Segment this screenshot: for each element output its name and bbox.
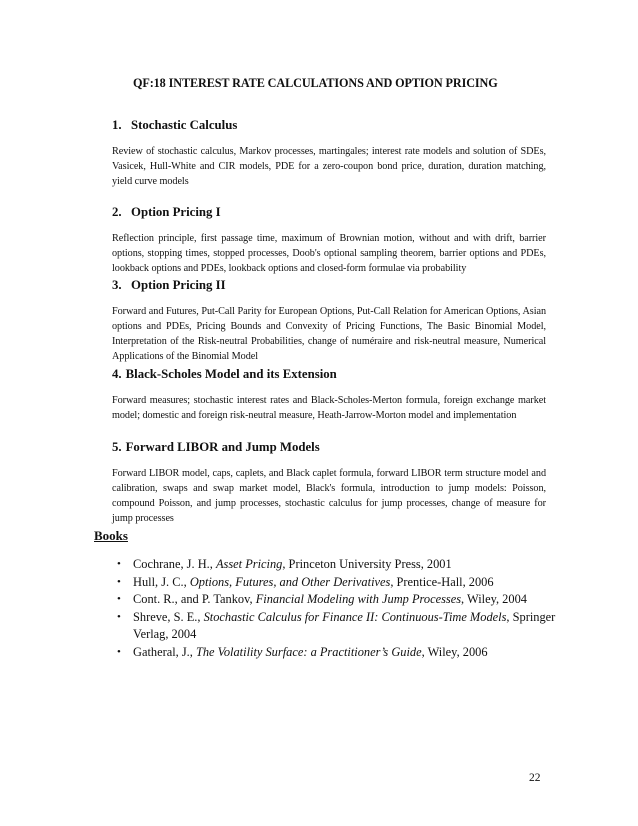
bullet-icon: • <box>117 645 121 658</box>
book-author: Gatheral, J., <box>133 644 196 659</box>
section-black-scholes <box>112 367 546 423</box>
section-heading <box>112 440 546 455</box>
bullet-icon: • <box>117 558 121 570</box>
list-item <box>117 591 557 609</box>
book-list <box>117 556 557 662</box>
list-item <box>117 556 557 574</box>
book-publisher: , Wiley, 2004 <box>461 592 527 607</box>
section-title: Option Pricing I <box>131 205 221 219</box>
section-forward-libor <box>112 440 546 526</box>
section-number: 1. <box>112 118 122 132</box>
book-title: Asset Pricing <box>215 557 283 571</box>
list-item <box>117 644 557 662</box>
section-heading <box>112 278 546 293</box>
book-title: Financial Modeling with Jump Processes <box>255 592 462 607</box>
section-heading <box>112 118 546 133</box>
book-author: Cochrane, J. H., <box>133 557 216 571</box>
section-heading <box>112 205 546 220</box>
bullet-icon: • <box>117 610 121 623</box>
book-title: The Volatility Surface: a Practitioner’s Guide <box>195 644 422 659</box>
section-title: Forward LIBOR and Jump Models <box>125 440 320 454</box>
book-author: Cont. R., and P. Tankov, <box>133 592 256 607</box>
section-option-pricing-1 <box>112 205 546 276</box>
book-publisher: , Princeton University Press, 2001 <box>282 557 452 571</box>
section-option-pricing-2 <box>112 278 546 364</box>
section-number: 2. <box>112 205 122 219</box>
book-author: Shreve, S. E., <box>133 609 204 624</box>
book-author: Hull, J. C., <box>133 574 190 589</box>
bullet-icon: • <box>117 593 121 606</box>
list-item <box>117 609 557 644</box>
bullet-icon: • <box>117 575 121 588</box>
book-publisher: , Wiley, 2006 <box>421 644 488 659</box>
section-title: Option Pricing II <box>131 278 226 292</box>
section-body: Reflection principle, first passage time, maximum of Brownian motion, without and with drift, barrier options, stopping times, stopped processes, Doob's optional sampling theorem, barrier options and PDEs, lookback options and PDEs, lookback options and closed-form formulae via probability <box>112 233 546 274</box>
section-body: Review of stochastic calculus, Markov processes, martingales; interest rate models and solution of SDEs, Vasicek, Hull-White and CIR models, PDE for a zero-coupon bond price, duration, duration matching, yield curve models <box>112 146 546 187</box>
section-body: Forward and Futures, Put-Call Parity for European Options, Put-Call Relation for American Options, Asian options and PDEs, Pricing Bounds and Convexity of Pricing Functions, The Basic Binomial Model, Interpretation of the Risk-neutral Probabilities, change of numéraire and risk-neutral measure, Numerical Applications of the Binomial Model <box>112 306 546 362</box>
book-title: Stochastic Calculus for Finance II: Continuous-Time Models <box>203 609 507 624</box>
section-number: 4. <box>112 367 122 381</box>
page-title: QF:18 INTEREST RATE CALCULATIONS AND OPTION PRICING <box>133 76 498 90</box>
book-title: Options, Futures, and Other Derivatives <box>189 574 391 589</box>
book-publisher: , Prentice-Hall, 2006 <box>390 574 494 589</box>
section-stochastic-calculus <box>112 118 546 189</box>
section-number: 3. <box>112 278 122 292</box>
section-heading <box>112 367 546 382</box>
books-heading: Books <box>94 528 128 543</box>
book-publisher: , Springer Verlag, 2004 <box>133 609 556 642</box>
list-item <box>117 574 557 592</box>
section-body: Forward measures; stochastic interest rates and Black-Scholes-Merton formula, foreign exchange market model; domestic and foreign risk-neutral measure, Heath-Jarrow-Morton model and implementation <box>112 395 546 421</box>
section-number: 5. <box>112 440 122 454</box>
section-body: Forward LIBOR model, caps, caplets, and Black caplet formula, forward LIBOR term structure model and calibration, swaps and swap market model, Black's formula, introduction to jump models: Poisson, compound Poisson, and jump processes, stochastic calculus for jump processes, change of measure for jump processes <box>112 468 546 524</box>
page-number: 22 <box>529 772 541 784</box>
section-title: Stochastic Calculus <box>131 118 238 132</box>
section-title: Black-Scholes Model and its Extension <box>125 367 337 381</box>
